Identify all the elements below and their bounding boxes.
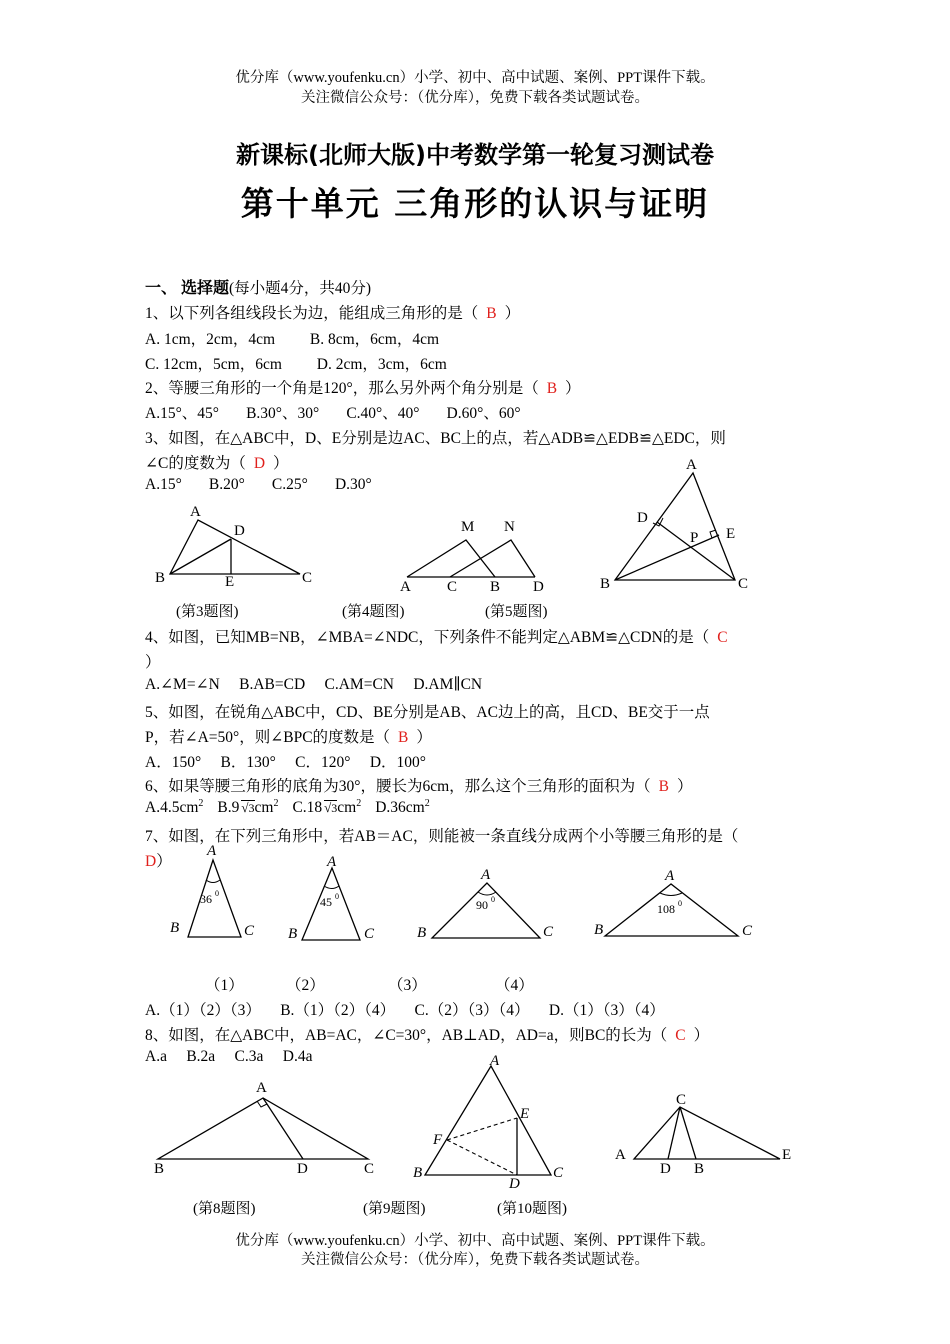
- q8-stem-text: 8、如图，在△ABC中，AB=AC，∠C=30°，AB⊥AD，AD=a，则BC的长为（: [145, 1027, 668, 1044]
- figure-10: [610, 1085, 800, 1180]
- caption-fig5: (第5题图): [485, 604, 548, 620]
- q3-stem-close: ）: [273, 455, 289, 472]
- fig8-label-b: B: [154, 1161, 165, 1177]
- fig7-4-label-a: A: [665, 868, 675, 884]
- q8-stem-close: ）: [693, 1027, 710, 1044]
- fig7-1-label-c: C: [244, 923, 255, 939]
- figure-4: [395, 515, 565, 595]
- fig7-1-label-a: A: [207, 843, 217, 859]
- fig7-4-label-c: C: [742, 923, 753, 939]
- q7-stem-close: ）: [156, 853, 172, 870]
- q2-stem-close: ）: [565, 380, 581, 397]
- q5-options: A．150° B．130° C．120° D．100°: [145, 754, 426, 771]
- fig7-3-deg: 0: [491, 895, 495, 904]
- fig8-label-a: A: [256, 1080, 267, 1096]
- q6-sup-a: 2: [198, 798, 204, 809]
- fig3-label-d: D: [234, 523, 245, 539]
- q6-answer: B: [658, 778, 669, 795]
- section-heading: [145, 275, 371, 298]
- q1-stem-close: ）: [504, 305, 521, 322]
- q6-radical-b: √: [241, 800, 249, 816]
- q6-radicand-c: 3: [331, 801, 338, 816]
- fig7-3-label-c: C: [543, 924, 554, 940]
- fig9-label-f: F: [433, 1132, 443, 1148]
- fig4-label-a: A: [400, 579, 411, 595]
- q6-sup-b: 2: [273, 798, 279, 809]
- q2-answer: B: [546, 380, 558, 397]
- footer-line-2: 关注微信公众号：（优分库），免费下载各类试题试卷。: [301, 1252, 649, 1268]
- fig3-label-e: E: [225, 574, 235, 590]
- q5-stem-line2: [145, 725, 432, 747]
- q7-stem-line1: 7、如图，在下列三角形中，若AB＝AC，则能被一条直线分成两个小等腰三角形的是（: [145, 828, 739, 845]
- fig5-label-d: D: [637, 510, 648, 526]
- fig10-label-e: E: [782, 1147, 792, 1163]
- q1-options-1: A. 1cm，2cm，4cm B. 8cm，6cm，4cm: [145, 331, 440, 348]
- fig10-label-a: A: [615, 1147, 626, 1163]
- q1-stem-text: 1、以下列各组线段长为边，能组成三角形的是（: [145, 305, 479, 322]
- fig8-label-c: C: [364, 1161, 375, 1177]
- fig9-label-b: B: [413, 1165, 423, 1181]
- fig7-3-angle: 90: [476, 898, 488, 912]
- section-label: 一、 选择题: [145, 280, 230, 297]
- fig5-label-e: E: [726, 526, 736, 542]
- fig7-1-label-b: B: [170, 920, 180, 936]
- fig7-1-angle: 36: [200, 892, 212, 906]
- q6-stem: [145, 774, 693, 796]
- figure-8: [150, 1072, 390, 1182]
- q1-stem: [145, 301, 520, 323]
- fig7-3-label-b: B: [417, 925, 427, 941]
- fig5-label-a: A: [686, 457, 697, 473]
- fig9-label-a: A: [490, 1053, 500, 1069]
- q6-options: [145, 798, 430, 817]
- q6-unit-c: cm: [337, 799, 357, 817]
- figure-7: [160, 838, 800, 953]
- fig8-label-d: D: [297, 1161, 308, 1177]
- q7-label-3: （3）: [388, 977, 427, 994]
- q6-sqrt-b: [241, 800, 254, 815]
- q7-options: A.（1）（2）（3） B.（1）（2）（4） C.（2）（3）（4） D.（1）（3）（4）: [145, 1002, 665, 1019]
- header-line-1: 优分库（www.youfenku.cn）小学、初中、高中试题、案例、PPT课件下载。: [235, 70, 715, 86]
- q6-option-d: D.36cm: [375, 799, 425, 817]
- q6-sup-c: 2: [356, 798, 362, 809]
- q3-stem-line1: 3、如图，在△ABC中，D、E分别是边AC、BC上的点，若△ADB≌△EDB≌△EDC，则: [145, 430, 726, 447]
- q6-stem-close: ）: [676, 778, 693, 795]
- q6-unit-b: cm: [254, 799, 274, 817]
- fig5-label-p: P: [690, 530, 699, 546]
- q6-option-a: A.4.5cm: [145, 799, 199, 817]
- q5-stem-close: ）: [416, 729, 432, 746]
- fig5-label-c: C: [738, 576, 749, 592]
- q8-stem: [145, 1023, 709, 1045]
- fig4-label-b: B: [490, 579, 501, 595]
- fig3-label-a: A: [190, 504, 201, 520]
- q7-label-4: （4）: [495, 977, 534, 994]
- figure-3: [150, 500, 320, 595]
- q4-stem-text: 4、如图，已知MB=NB，∠MBA=∠NDC，下列条件不能判定△ABM≌△CDN的是（: [145, 629, 710, 646]
- fig7-2-label-a: A: [327, 854, 337, 870]
- fig7-4-deg: 0: [678, 899, 682, 908]
- q7-label-1: （1）: [205, 977, 244, 994]
- q7-label-2: （2）: [286, 977, 325, 994]
- figure-5: [595, 455, 765, 595]
- q6-option-b: B.9: [217, 799, 240, 817]
- q2-stem: [145, 376, 581, 398]
- q6-option-c: C.18: [292, 799, 323, 817]
- q5-stem-text: P，若∠A=50°，则∠BPC的度数是（: [145, 729, 391, 746]
- q3-stem-text: ∠C的度数为（: [145, 455, 246, 472]
- section-note: (每小题4分，共40分): [229, 280, 372, 297]
- q3-answer: D: [253, 455, 266, 472]
- q6-stem-text: 6、如果等腰三角形的底角为30°，腰长为6cm，那么这个三角形的面积为（: [145, 778, 651, 795]
- caption-fig10: (第10题图): [497, 1201, 567, 1217]
- fig9-label-e: E: [520, 1106, 530, 1122]
- q6-radical-c: √: [324, 800, 332, 816]
- caption-fig4: (第4题图): [342, 604, 405, 620]
- fig3-label-b: B: [155, 570, 166, 586]
- fig3-label-c: C: [302, 570, 313, 586]
- q4-options: A.∠M=∠N B.AB=CD C.AM=CN D.AM∥CN: [145, 676, 483, 693]
- fig7-4-angle: 108: [657, 902, 675, 916]
- fig9-label-c: C: [553, 1165, 564, 1181]
- footer-line-1: 优分库（www.youfenku.cn）小学、初中、高中试题、案例、PPT课件下载。: [235, 1233, 715, 1249]
- caption-fig8: (第8题图): [193, 1201, 256, 1217]
- q4-answer: C: [717, 629, 728, 646]
- fig4-label-c: C: [447, 579, 458, 595]
- q1-options-2: C. 12cm，5cm，6cm D. 2cm，3cm，6cm: [145, 356, 447, 373]
- caption-fig3: (第3题图): [176, 604, 239, 620]
- fig7-2-label-c: C: [364, 926, 375, 942]
- q7-answer: D: [145, 853, 157, 870]
- exam-title: 新课标(北师大版)中考数学第一轮复习测试卷: [236, 141, 714, 169]
- q8-answer: C: [675, 1027, 686, 1044]
- fig7-1-deg: 0: [215, 889, 219, 898]
- figure-9: [405, 1048, 580, 1193]
- q4-stem: [145, 625, 736, 647]
- caption-fig9: (第9题图): [363, 1201, 426, 1217]
- q3-options: A.15° B.20° C.25° D.30°: [145, 476, 372, 493]
- q8-options: A.a B.2a C.3a D.4a: [145, 1048, 313, 1065]
- header-line-2: 关注微信公众号：（优分库），免费下载各类试题试卷。: [301, 90, 649, 106]
- q5-answer: B: [398, 729, 409, 746]
- fig4-label-m: M: [461, 519, 475, 535]
- fig4-label-n: N: [504, 519, 515, 535]
- fig10-label-b: B: [694, 1161, 705, 1177]
- fig10-label-c: C: [676, 1092, 687, 1108]
- q6-radicand-b: 3: [248, 801, 255, 816]
- q5-stem-line1: 5、如图，在锐角△ABC中，CD、BE分别是AB、AC边上的高，且CD、BE交于一点: [145, 704, 710, 721]
- unit-title: 第十单元 三角形的认识与证明: [240, 184, 710, 223]
- q2-options: A.15°、45° B.30°、30° C.40°、40° D.60°、60°: [145, 405, 521, 422]
- q4-stem-close: ）: [145, 654, 161, 671]
- fig7-2-deg: 0: [335, 892, 339, 901]
- fig5-label-b: B: [600, 576, 611, 592]
- q3-stem-line2: [145, 451, 289, 473]
- fig7-2-angle: 45: [320, 895, 332, 909]
- q2-stem-text: 2、等腰三角形的一个角是120°，那么另外两个角分别是（: [145, 380, 539, 397]
- fig7-2-label-b: B: [288, 926, 298, 942]
- q1-answer: B: [486, 305, 497, 322]
- fig10-label-d: D: [660, 1161, 671, 1177]
- fig4-label-d: D: [533, 579, 544, 595]
- q6-sqrt-c: [324, 800, 337, 815]
- fig7-4-label-b: B: [594, 922, 604, 938]
- fig7-3-label-a: A: [481, 867, 491, 883]
- fig9-label-d: D: [509, 1176, 520, 1192]
- q6-sup-d: 2: [424, 798, 430, 809]
